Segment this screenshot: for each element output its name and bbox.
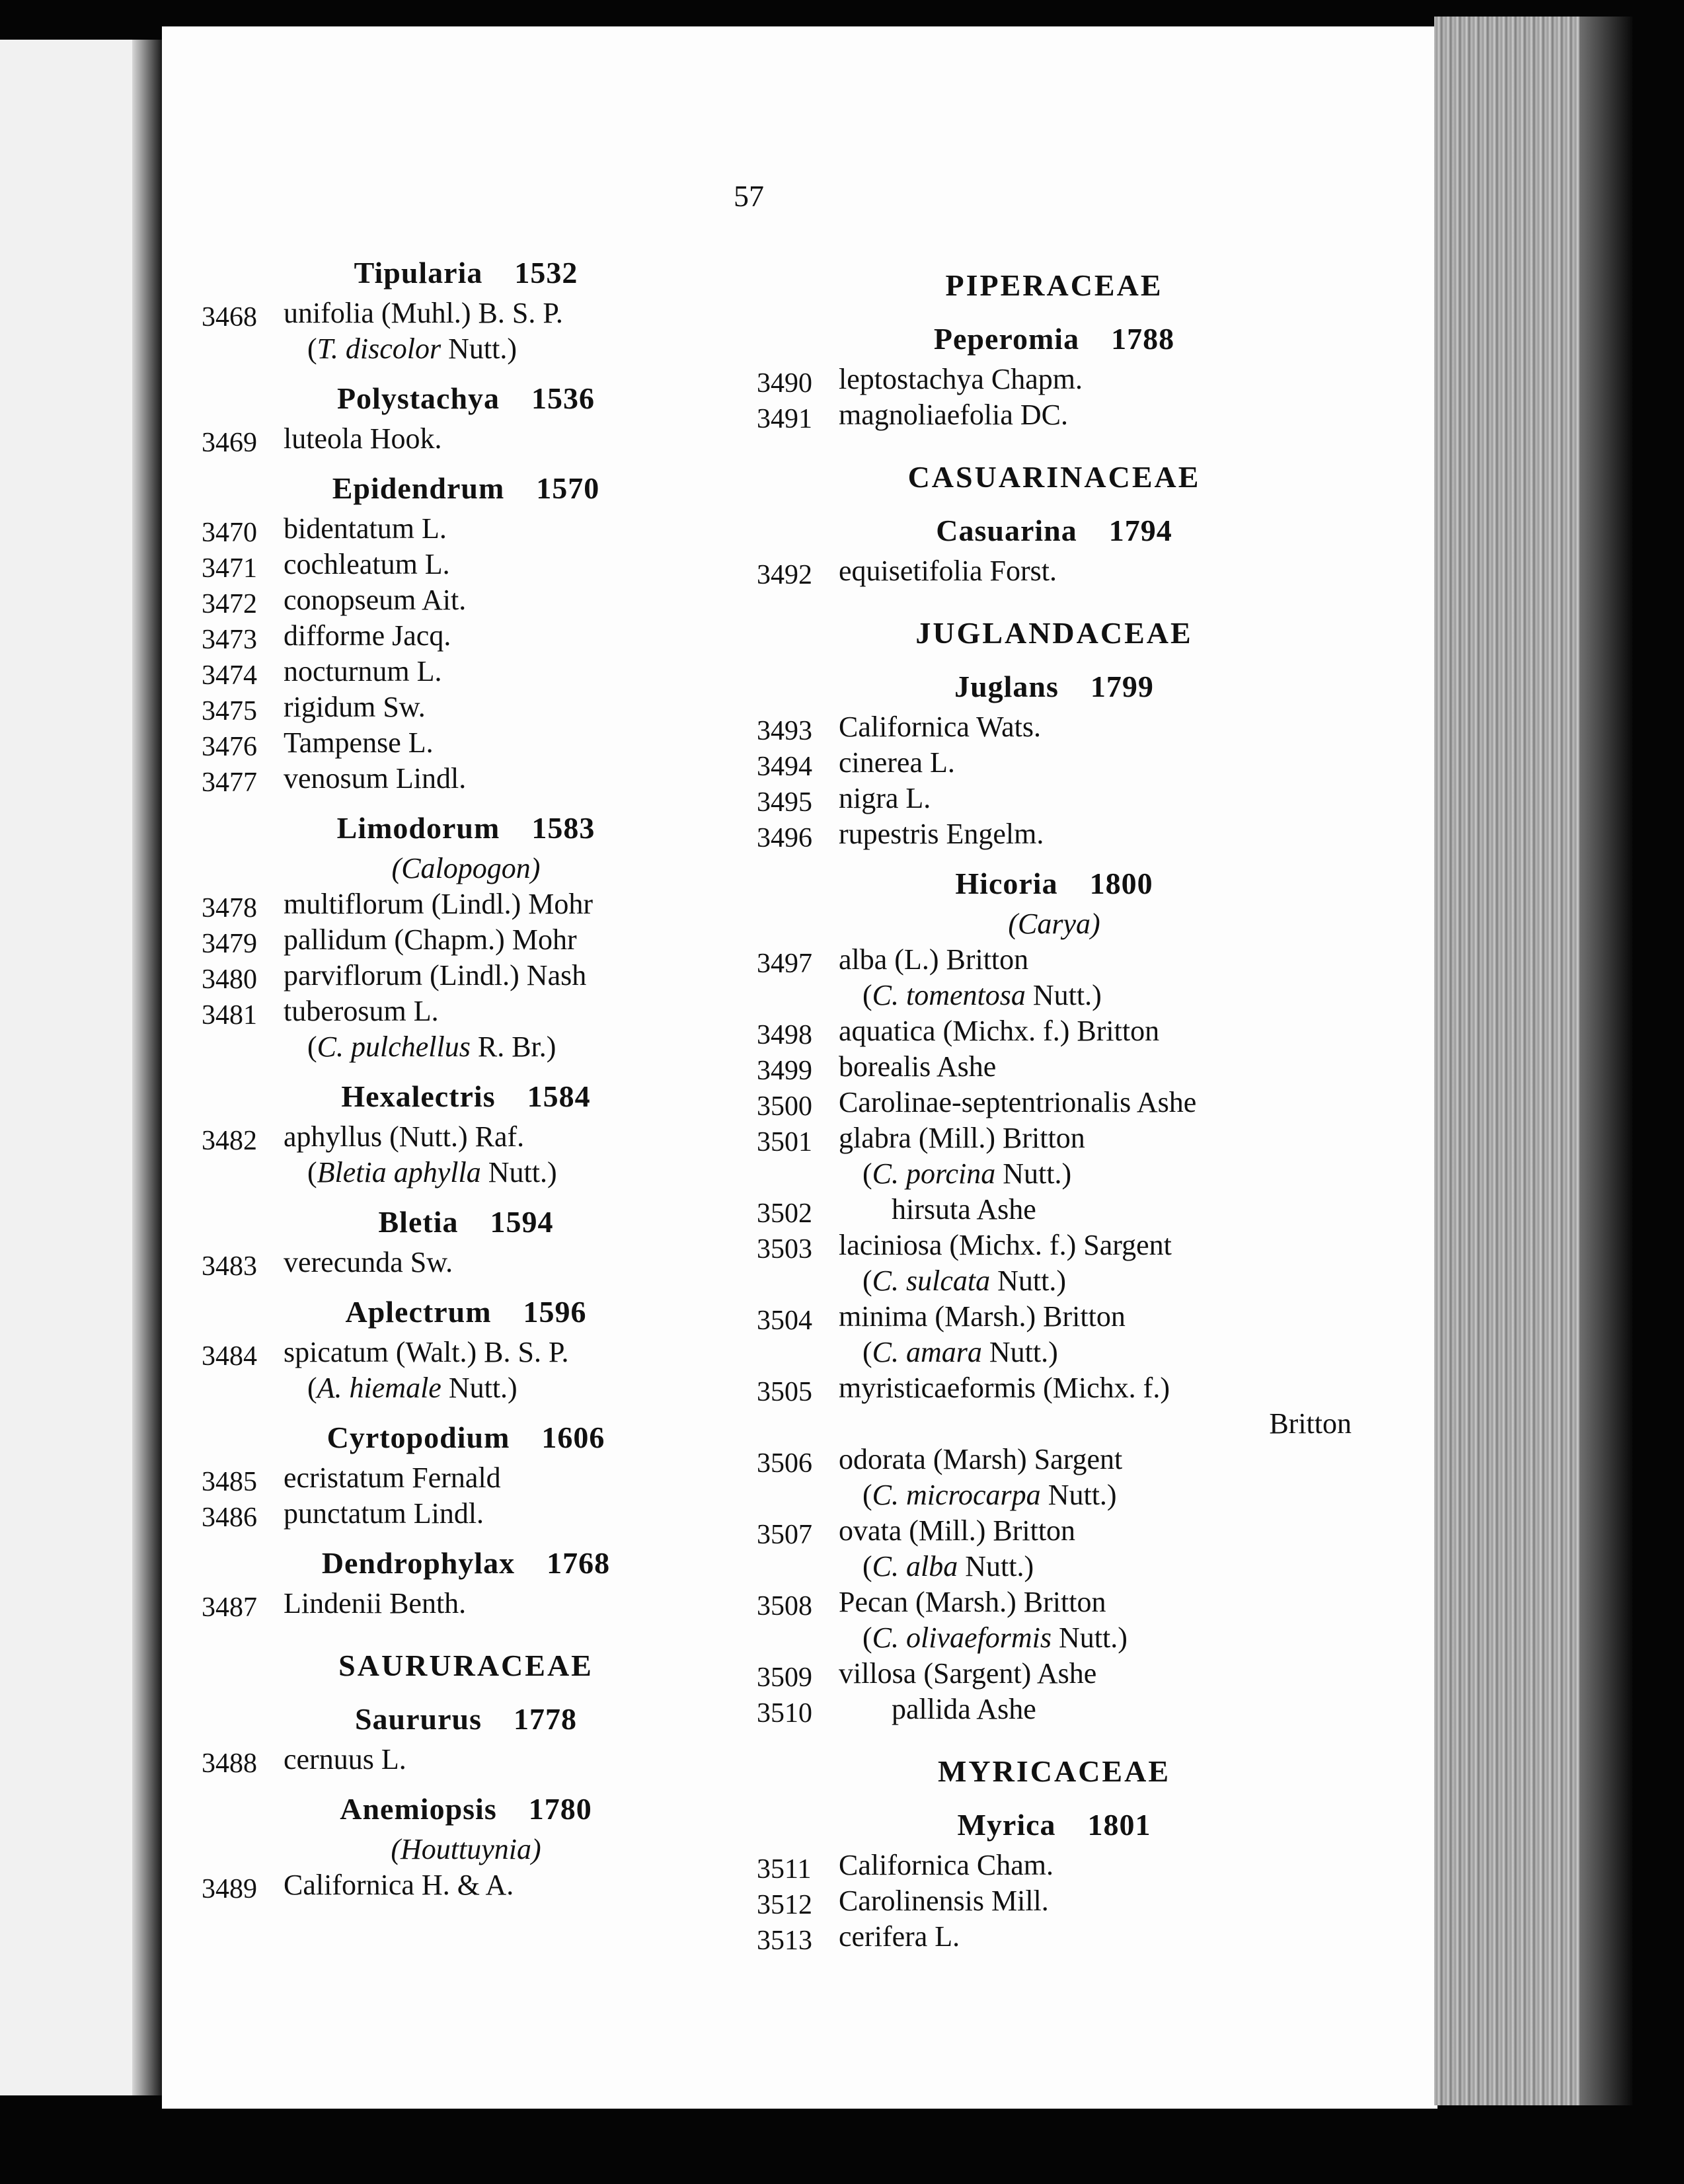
species-entry	[202, 1586, 730, 1621]
species-number: 3503	[757, 1234, 812, 1265]
spacer	[202, 1280, 730, 1290]
genus-heading	[202, 1200, 730, 1245]
species-number: 3473	[202, 625, 257, 655]
species-number: 3479	[202, 929, 257, 959]
species-name: aphyllus (Nutt.) Raf.	[284, 1120, 525, 1153]
species-number: 3482	[202, 1126, 257, 1156]
species-synonym: (C. microcarpa Nutt.)	[862, 1479, 1117, 1511]
genus-synonym: (Houttuynia)	[391, 1833, 541, 1865]
species-number: 3509	[757, 1662, 812, 1693]
species-number: 3474	[202, 660, 257, 691]
species-number: 3508	[757, 1591, 812, 1621]
spacer	[757, 1727, 1352, 1750]
species-entry	[757, 1013, 1352, 1049]
species-entry	[202, 922, 730, 958]
species-entry	[202, 725, 730, 761]
species-name: verecunda Sw.	[284, 1246, 453, 1278]
species-number: 3470	[202, 518, 257, 548]
species-name: cerifera L.	[839, 1920, 960, 1953]
species-entry	[202, 886, 730, 922]
spacer	[757, 499, 1352, 508]
species-synonym: (A. hiemale Nutt.)	[307, 1372, 517, 1404]
species-entry	[757, 553, 1352, 589]
species-number: 3491	[757, 404, 812, 434]
genus-number: 1801	[1087, 1808, 1151, 1842]
genus-name: Hicoria	[955, 867, 1058, 900]
species-entry	[757, 1692, 1352, 1727]
species-name: magnoliaefolia DC.	[839, 399, 1069, 431]
species-entry	[202, 295, 730, 331]
species-name: pallida Ashe	[892, 1693, 1036, 1725]
species-name: aquatica (Michx. f.) Britton	[839, 1015, 1160, 1047]
species-number: 3501	[757, 1127, 812, 1157]
spacer	[202, 457, 730, 466]
species-entry	[202, 654, 730, 689]
spacer	[202, 241, 730, 251]
right-column	[757, 241, 1352, 1955]
species-entry	[757, 745, 1352, 781]
species-name: nigra L.	[839, 782, 931, 814]
genus-heading	[202, 1787, 730, 1832]
genus-synonym: (Calopogon)	[391, 852, 541, 884]
species-entry	[757, 1299, 1352, 1335]
species-name: villosa (Sargent) Ashe	[839, 1657, 1097, 1690]
family-heading: CASUARINACEAE	[907, 460, 1201, 494]
species-number: 3478	[202, 893, 257, 923]
spacer	[202, 367, 730, 376]
species-synonym: (C. sulcata Nutt.)	[862, 1265, 1066, 1297]
genus-name: Anemiopsis	[340, 1792, 497, 1826]
species-number: 3486	[202, 1502, 257, 1533]
spacer	[757, 241, 1352, 264]
genus-name: Peperomia	[933, 322, 1080, 356]
species-number: 3496	[757, 823, 812, 853]
species-number: 3502	[757, 1198, 812, 1229]
spacer	[202, 1777, 730, 1787]
species-number: 3476	[202, 732, 257, 762]
species-name: rigidum Sw.	[284, 691, 426, 723]
species-number: 3495	[757, 787, 812, 818]
genus-number: 1570	[536, 471, 600, 505]
species-name: cochleatum L.	[284, 548, 450, 580]
species-name: Lindenii Benth.	[284, 1587, 467, 1619]
species-entry	[202, 1245, 730, 1280]
spacer	[202, 1065, 730, 1074]
species-entry	[757, 942, 1352, 978]
genus-name: Juglans	[954, 670, 1059, 703]
species-entry	[202, 511, 730, 547]
genus-heading	[202, 1697, 730, 1742]
genus-name: Tipularia	[354, 256, 483, 290]
genus-name: Casuarina	[936, 514, 1077, 547]
species-number: 3484	[202, 1341, 257, 1372]
species-name: nocturnum L.	[284, 655, 442, 687]
spacer	[757, 655, 1352, 664]
species-number: 3492	[757, 560, 812, 590]
species-name: ecristatum Fernald	[284, 1462, 501, 1494]
species-number: 3485	[202, 1467, 257, 1497]
genus-synonym: (Carya)	[1008, 908, 1100, 940]
species-synonym: (Bletia aphylla Nutt.)	[307, 1156, 557, 1189]
species-name: conopseum Ait.	[284, 584, 467, 616]
species-name: borealis Ashe	[839, 1050, 997, 1083]
family-heading: JUGLANDACEAE	[915, 616, 1193, 650]
species-entry	[757, 362, 1352, 397]
spacer	[757, 307, 1352, 317]
species-number: 3472	[202, 589, 257, 619]
species-name: cernuus L.	[284, 1743, 406, 1775]
species-entry	[757, 1120, 1352, 1156]
species-name: difforme Jacq.	[284, 619, 451, 652]
page-number: 57	[734, 179, 764, 213]
species-entry	[757, 1228, 1352, 1263]
spacer	[757, 589, 1352, 611]
species-number: 3505	[757, 1377, 812, 1407]
species-entry	[757, 1584, 1352, 1620]
genus-number: 1778	[514, 1702, 578, 1736]
species-name: odorata (Marsh) Sargent	[839, 1443, 1123, 1475]
species-name: equisetifolia Forst.	[839, 555, 1057, 587]
genus-number: 1583	[531, 811, 595, 845]
species-entry	[757, 1513, 1352, 1549]
species-synonym: (C. olivaeformis Nutt.)	[862, 1621, 1128, 1654]
species-entry	[202, 1335, 730, 1370]
species-name: minima (Marsh.) Britton	[839, 1300, 1126, 1333]
species-number: 3493	[757, 716, 812, 746]
species-entry	[202, 421, 730, 457]
species-name: punctatum Lindl.	[284, 1497, 484, 1530]
species-name: ovata (Mill.) Britton	[839, 1514, 1076, 1547]
species-entry	[757, 1049, 1352, 1085]
page-stack-shadow	[1580, 17, 1632, 2105]
genus-name: Epidendrum	[332, 471, 505, 505]
species-entry	[757, 816, 1352, 852]
genus-heading	[202, 806, 730, 851]
genus-name: Cyrtopodium	[326, 1421, 510, 1454]
genus-number: 1594	[490, 1205, 554, 1239]
genus-number: 1584	[527, 1079, 591, 1113]
species-name: leptostachya Chapm.	[839, 363, 1083, 395]
genus-number: 1536	[531, 381, 595, 415]
species-name: pallidum (Chapm.) Mohr	[284, 923, 577, 956]
species-name: hirsuta Ashe	[892, 1193, 1036, 1226]
genus-number: 1788	[1111, 322, 1175, 356]
species-name: Carolinae-septentrionalis Ashe	[839, 1086, 1197, 1118]
species-name: Californica H. & A.	[284, 1869, 514, 1901]
species-number: 3500	[757, 1091, 812, 1122]
species-name: tuberosum L.	[284, 995, 439, 1027]
spacer	[757, 433, 1352, 455]
spacer	[202, 1190, 730, 1200]
species-name: cinerea L.	[839, 746, 955, 779]
species-entry	[757, 1442, 1352, 1477]
genus-name: Hexalectris	[341, 1079, 496, 1113]
species-number: 3489	[202, 1874, 257, 1904]
genus-heading	[757, 861, 1352, 906]
genus-name: Bletia	[378, 1205, 459, 1239]
species-entry	[757, 1370, 1352, 1406]
species-number: 3511	[757, 1854, 812, 1885]
species-name: Californica Cham.	[839, 1849, 1054, 1881]
species-number: 3494	[757, 752, 812, 782]
species-entry	[202, 1867, 730, 1903]
species-name: bidentatum L.	[284, 512, 447, 545]
species-synonym: (T. discolor Nutt.)	[307, 332, 517, 365]
family-heading: SAURURACEAE	[338, 1649, 593, 1682]
species-entry	[202, 618, 730, 654]
genus-heading	[202, 376, 730, 421]
species-entry	[202, 761, 730, 797]
genus-heading	[202, 1290, 730, 1335]
genus-number: 1794	[1108, 514, 1172, 547]
species-entry	[757, 709, 1352, 745]
species-name: unifolia (Muhl.) B. S. P.	[284, 297, 563, 329]
species-entry	[202, 547, 730, 582]
species-number: 3490	[757, 368, 812, 399]
species-number: 3504	[757, 1306, 812, 1336]
family-heading: PIPERACEAE	[945, 268, 1163, 302]
species-number: 3512	[757, 1890, 812, 1920]
species-number: 3506	[757, 1448, 812, 1479]
species-name: glabra (Mill.) Britton	[839, 1122, 1085, 1154]
page-stack-edge	[1434, 17, 1580, 2105]
left-page-edge	[0, 40, 142, 2095]
genus-number: 1596	[523, 1295, 587, 1329]
species-number: 3487	[202, 1592, 257, 1623]
species-entry	[757, 1919, 1352, 1955]
species-entry	[757, 1883, 1352, 1919]
genus-name: Aplectrum	[345, 1295, 492, 1329]
genus-number: 1768	[547, 1546, 611, 1580]
genus-heading	[202, 1541, 730, 1586]
species-number: 3513	[757, 1926, 812, 1956]
species-entry	[202, 958, 730, 994]
genus-name: Polystachya	[336, 381, 500, 415]
entry-continuation: Britton	[1269, 1407, 1352, 1440]
species-name: myristicaeformis (Michx. f.)	[839, 1372, 1170, 1404]
spacer	[202, 1532, 730, 1541]
species-entry	[757, 781, 1352, 816]
family-heading: MYRICACEAE	[938, 1754, 1170, 1788]
spacer	[202, 1621, 730, 1644]
spacer	[757, 852, 1352, 861]
species-name: rupestris Engelm.	[839, 818, 1044, 850]
genus-heading	[202, 1074, 730, 1119]
species-entry	[757, 1656, 1352, 1692]
species-number: 3499	[757, 1056, 812, 1086]
species-number: 3475	[202, 696, 257, 726]
species-number: 3507	[757, 1520, 812, 1550]
species-entry	[202, 1742, 730, 1777]
genus-heading	[757, 317, 1352, 362]
species-entry	[757, 1085, 1352, 1120]
species-name: parviflorum (Lindl.) Nash	[284, 959, 587, 992]
species-number: 3480	[202, 964, 257, 995]
species-name: Pecan (Marsh.) Britton	[839, 1586, 1106, 1618]
species-number: 3497	[757, 949, 812, 979]
genus-number: 1780	[528, 1792, 592, 1826]
species-name: venosum Lindl.	[284, 762, 467, 795]
genus-number: 1800	[1089, 867, 1153, 900]
genus-heading	[202, 466, 730, 511]
genus-heading	[757, 1803, 1352, 1848]
spacer	[202, 1406, 730, 1415]
species-synonym: (C. tomentosa Nutt.)	[862, 979, 1102, 1011]
species-number: 3477	[202, 767, 257, 798]
book-gutter-shadow	[132, 40, 162, 2095]
genus-number: 1799	[1090, 670, 1154, 703]
species-name: multiflorum (Lindl.) Mohr	[284, 888, 593, 920]
genus-heading	[202, 1415, 730, 1460]
species-entry	[202, 582, 730, 618]
spacer	[757, 1793, 1352, 1803]
species-synonym: (C. porcina Nutt.)	[862, 1157, 1072, 1190]
species-entry	[202, 1460, 730, 1496]
species-entry	[757, 397, 1352, 433]
species-number: 3510	[757, 1698, 812, 1729]
spacer	[202, 1688, 730, 1697]
species-entry	[202, 1119, 730, 1155]
genus-heading	[757, 508, 1352, 553]
species-name: luteola Hook.	[284, 422, 442, 455]
genus-heading	[757, 664, 1352, 709]
species-synonym: (C. pulchellus R. Br.)	[307, 1031, 556, 1063]
species-number: 3468	[202, 302, 257, 332]
left-column	[202, 241, 730, 1903]
genus-heading	[202, 251, 730, 295]
genus-number: 1532	[514, 256, 578, 290]
species-synonym: (C. alba Nutt.)	[862, 1550, 1034, 1582]
species-synonym: (C. amara Nutt.)	[862, 1336, 1058, 1368]
species-name: Tampense L.	[284, 726, 434, 759]
genus-name: Dendrophylax	[321, 1546, 516, 1580]
species-number: 3488	[202, 1748, 257, 1779]
spacer	[202, 797, 730, 806]
species-entry	[202, 994, 730, 1029]
species-name: Carolinensis Mill.	[839, 1885, 1049, 1917]
species-name: spicatum (Walt.) B. S. P.	[284, 1336, 569, 1368]
species-entry	[757, 1848, 1352, 1883]
species-number: 3483	[202, 1251, 257, 1282]
genus-name: Myrica	[957, 1808, 1056, 1842]
species-entry	[757, 1192, 1352, 1228]
species-entry	[202, 689, 730, 725]
species-number: 3469	[202, 428, 257, 458]
species-number: 3471	[202, 553, 257, 584]
species-name: laciniosa (Michx. f.) Sargent	[839, 1229, 1172, 1261]
genus-number: 1606	[541, 1421, 605, 1454]
genus-name: Limodorum	[336, 811, 500, 845]
species-name: Californica Wats.	[839, 711, 1042, 743]
genus-name: Saururus	[354, 1702, 482, 1736]
species-entry	[202, 1496, 730, 1532]
species-number: 3498	[757, 1020, 812, 1050]
species-name: alba (L.) Britton	[839, 943, 1029, 976]
species-number: 3481	[202, 1000, 257, 1031]
